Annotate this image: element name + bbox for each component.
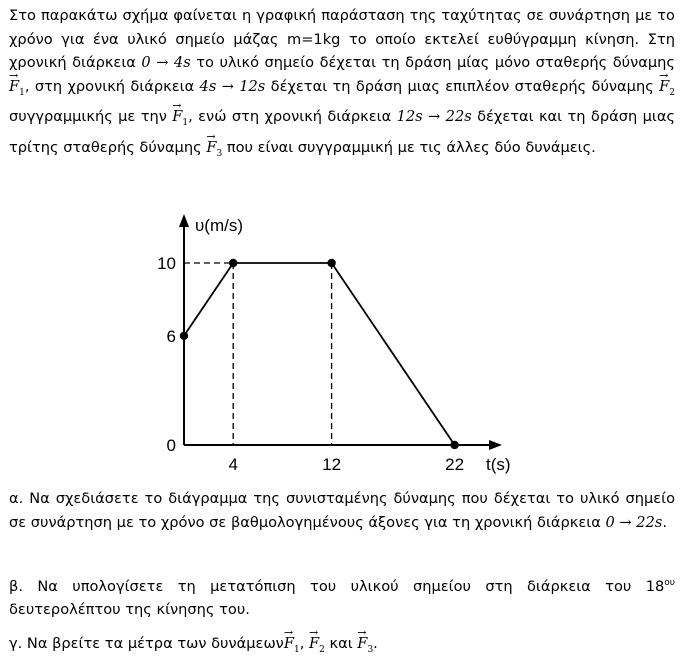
x-axis-label: t(s)	[486, 455, 511, 474]
y-axis-arrow	[179, 214, 189, 227]
force-f1-symbol: → $F_1$	[172, 105, 188, 136]
force-f2-symbol: → $F_2$	[309, 633, 325, 661]
x-tick-label: 22	[445, 455, 465, 474]
y-tick-label: 6	[166, 326, 176, 346]
interval-0-22: 0 → 22s	[605, 513, 663, 531]
question-b: β. Να υπολογίσετε τη μετατόπιση του υλικού σημείου στη διάρκεια του $18^{o\upsilon}$ δευτερολέπτου της κίνησης του.	[9, 577, 675, 619]
interval-0-4: 0 → 4s	[141, 54, 191, 72]
x-tick-label: 12	[322, 455, 342, 474]
velocity-time-graph	[150, 208, 520, 478]
y-tick-label: 0	[166, 436, 176, 455]
y-tick-label: 10	[157, 254, 176, 273]
velocity-series-line	[184, 263, 455, 445]
force-f1-symbol: → $F_1$	[284, 633, 300, 661]
y-axis-label: υ(m/s)	[195, 216, 244, 235]
problem-statement: Στο παρακάτω σχήμα φαίνεται η γραφική παράσταση της ταχύτητας σε συνάρτηση με το χρόνο για ένα υλικό σημείο μάζας m=1kg το οποίο εκτελεί ευθύγραμμη κίνηση. Στη χρονική διάρκεια 0 → 4s το υλικό σημείο δέχεται τη δράση μίας μόνο σταθερής $\delta ύ\nu\alpha\mu\eta\varsigma \to F_1$, στη χρονική διάρκεια 4s → 12s δέχεται τη δράση μιας επιπλέον σταθερής $\delta ύ\nu\alpha\mu\eta\varsigma \to F_2$ συγγραμμικής με $\tau\eta\nu \to F_1$, ενώ στη χρονική διάρκεια 12s → 22s δέχεται και τη δράση μιας τρίτης σταθερής $\delta ύ\nu\alpha\mu\eta\varsigma \to F_3$ που είναι συγγραμμική με τις άλλες δύο δυνάμεις.	[9, 4, 675, 166]
data-point	[450, 441, 458, 449]
force-f3-symbol: → $F_3$	[357, 633, 373, 661]
question-c: γ. Να βρείτε τα μέτρα των $\delta\upsilon\nu ά\mu\varepsilon\omega\nu\to F_1$, → $F_2$ $\kappa\alpha\iota \to F_3$.	[9, 633, 675, 661]
x-axis-arrow	[489, 440, 502, 450]
x-tick-label: 4	[228, 455, 238, 474]
force-f3-symbol: → $F_3$	[206, 136, 222, 167]
force-f2-symbol: → $F_2$	[659, 75, 675, 106]
data-point	[229, 259, 237, 267]
question-a: α. Να σχεδιάσετε το διάγραμμα της συνισταμένης δύναμης που δέχεται το υλικό σημείο σε συνάρτηση με το χρόνο σε βαθμολογημένους άξονες για τη χρονική διάρκεια 0 → 22s.	[9, 490, 675, 531]
interval-4-12: 4s → 12s	[199, 77, 266, 95]
interval-12-22: 12s → 22s	[396, 108, 472, 126]
data-point	[327, 259, 335, 267]
force-f1-symbol: → $F_1$	[9, 75, 25, 106]
data-point	[180, 332, 188, 340]
